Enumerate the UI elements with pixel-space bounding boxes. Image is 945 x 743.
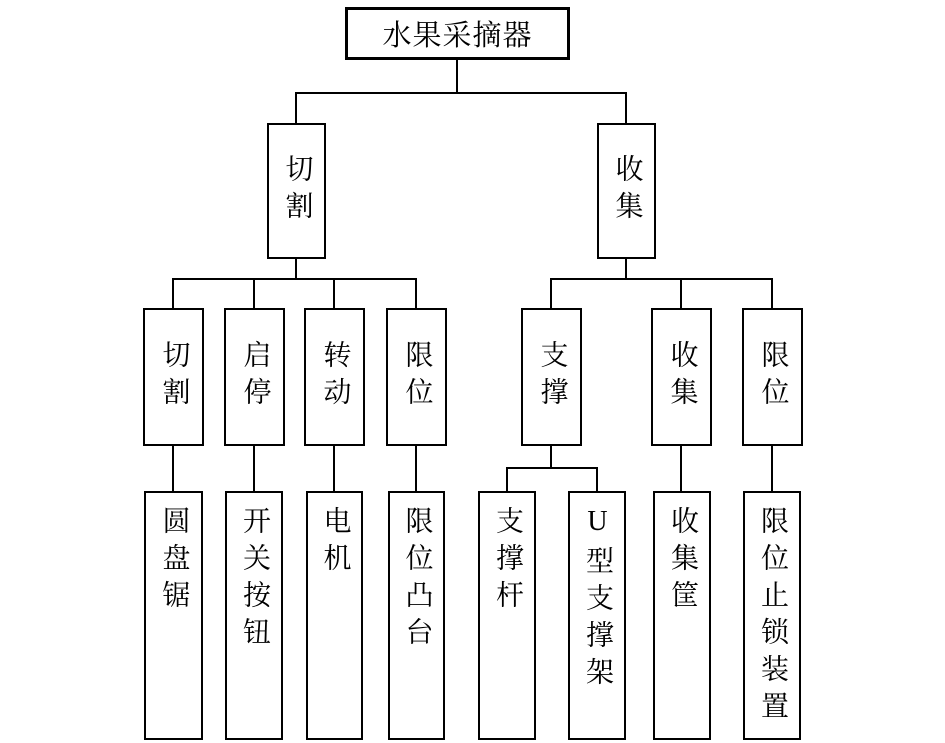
node-collect [651,308,712,446]
node-cutting [267,123,326,259]
node-limit-lock-device-label: 限位止锁装置 [757,506,788,728]
node-cut [143,308,204,446]
connector-line [172,278,417,280]
connector-line [456,59,458,94]
node-limit-right-label: 限位 [757,340,789,414]
node-circular-saw [144,491,203,740]
connector-line [506,467,598,469]
node-cutting-label: 切割 [281,154,313,228]
node-switch-button-label: 开关按钮 [239,506,270,654]
node-start-stop [224,308,285,446]
node-limit-boss [388,491,445,740]
node-u-support-frame [568,491,626,740]
connector-line [415,278,417,309]
connector-line [625,92,627,123]
node-motor [306,491,363,740]
node-support [521,308,582,446]
connector-line [596,467,598,492]
connector-line [550,278,773,280]
node-fruit-picker-label: 水果采摘器 [382,20,533,52]
node-support-label: 支撑 [536,340,568,414]
connector-line [333,445,335,492]
node-limit-left-label: 限位 [401,340,433,414]
connector-line [172,278,174,309]
connector-line [771,445,773,492]
node-cut-label: 切割 [158,340,190,414]
connector-line [415,445,417,492]
node-support-rod [478,491,536,740]
node-support-rod-label: 支撑杆 [492,506,523,617]
connector-line [172,445,174,492]
node-rotation-label: 转动 [319,340,351,414]
connector-line [333,278,335,309]
node-circular-saw-label: 圆盘锯 [158,506,190,617]
node-collecting-label: 收集 [611,154,643,228]
node-collection-basket-label: 收集筐 [667,506,698,617]
connector-line [550,278,552,309]
node-collection-basket [653,491,711,740]
node-limit-boss-label: 限位凸台 [401,506,433,654]
connector-line [771,278,773,309]
node-u-support-frame-label: U型支撑架 [582,506,613,694]
connector-line [680,278,682,309]
connector-line [295,258,297,280]
node-switch-button [225,491,283,740]
connector-line [253,445,255,492]
node-start-stop-label: 启停 [239,340,271,414]
connector-line [295,92,627,94]
node-limit-left [386,308,447,446]
node-limit-right [742,308,803,446]
node-rotation [304,308,365,446]
connector-line [550,445,552,468]
connector-line [625,258,627,280]
connector-line [506,467,508,492]
connector-line [253,278,255,309]
node-limit-lock-device [743,491,801,740]
connector-line [680,445,682,492]
node-fruit-picker [345,7,570,60]
node-motor-label: 电机 [319,506,351,580]
node-collecting [597,123,656,259]
connector-line [295,92,297,123]
node-collect-label: 收集 [666,340,698,414]
